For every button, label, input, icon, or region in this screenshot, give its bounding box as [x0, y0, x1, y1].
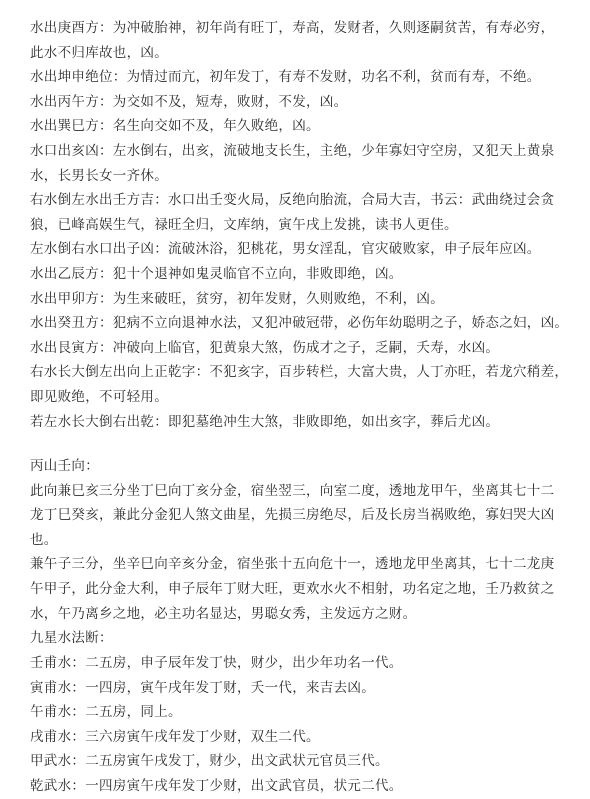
text-line: 水，午乃离乡之地，必主功名显达，男聪女秀，主发远方之财。	[30, 605, 417, 622]
text-line: 水出艮寅方：冲破向上临官，犯黄泉大煞，伤成才之子，乏嗣，夭寿，水凶。	[30, 339, 500, 356]
text-line: 寅甫水：一四房，寅午戌年发丁财，夭一代，来吉去凶。	[30, 679, 375, 696]
text-line: 右水长大倒左出向上正乾字：不犯亥字，百步转栏，大富大贵，人丁亦旺，若龙穴稍差，	[30, 364, 569, 381]
text-line: 此向兼巳亥三分坐丁巳向丁亥分金，宿坐翌三，向室二度，透地龙甲午，坐离其七十二	[30, 482, 555, 499]
text-line: 壬甫水：二五房，申子辰年发丁快，财少，出少年功名一代。	[30, 655, 403, 671]
text-line: 水出乙辰方：犯十个退神如鬼灵临官不立向，非败即绝，凶。	[30, 265, 403, 282]
text-line: 左水倒右水口出子凶：流破沐浴，犯桃花，男女淫乱，官灾破败家，申子辰年应凶。	[30, 241, 541, 258]
section-nine-star-water	[30, 651, 575, 799]
section-water-outlets	[30, 16, 575, 434]
text-line: 水，长男长女一齐休。	[30, 167, 168, 184]
text-line: 也。	[30, 531, 58, 548]
text-line: 水出坤申绝位：为情过而亢，初年发丁，有寿不发财，功名不利，贫而有寿，不绝。	[30, 69, 541, 86]
text-line: 即见败绝，不可轻用。	[30, 388, 168, 405]
text-line: 此水不归库故也，凶。	[30, 44, 168, 61]
text-line: 九星水法断：	[30, 630, 113, 647]
text-line: 若左水长大倒右出乾：即犯墓绝冲生大煞，非败即绝，如出亥字，葬后尤凶。	[30, 413, 500, 430]
text-line: 水出巽巳方：名生向交如不及，年久败绝，凶。	[30, 118, 320, 135]
text-line: 水出甲卯方：为生来破旺，贫穷，初年发财，久则败绝，不利，凶。	[30, 290, 444, 307]
text-line: 兼午子三分，坐辛巳向辛亥分金，宿坐张十五向危十一，透地龙甲坐离其，七十二龙庚	[30, 556, 555, 573]
text-line: 右水倒左水出壬方吉：水口出壬变火局，反绝向胎流，合局大吉，书云：武曲绕过会贪	[30, 192, 555, 209]
text-line: 午甲子，此分金大利，申子辰年丁财大旺，更欢水火不相射，功名定之地，壬乃救贫之	[30, 580, 555, 597]
text-line: 狼，已峰高娱生气，禄旺全归，文库纳，寅午戌上发挑，读书人更佳。	[30, 216, 458, 233]
text-line: 丙山壬向：	[30, 458, 99, 474]
text-line: 水口出亥凶：左水倒右，出亥，流破地支长生，主绝，少年寡妇守空房，又犯天上黄泉	[30, 142, 555, 159]
text-line: 水出庚酉方：为冲破胎神，初年尚有旺丁，寿高，发财者，久则逐嗣贫苦，有寿必穷，	[30, 20, 555, 36]
text-line: 乾武水：一四房寅午戌年发丁少财，出文武官员，状元二代。	[30, 777, 403, 794]
text-line: 午甫水：二五房，同上。	[30, 704, 182, 721]
text-line: 水出癸丑方：犯病不立向退神水法，又犯冲破冠带，必伤年幼聪明之子，娇态之妇，凶。	[30, 315, 569, 332]
text-line: 龙丁巳癸亥，兼此分金犯人煞文曲星，先损三房绝尽，后及长房当祸败绝，寡妇哭大凶	[30, 507, 555, 524]
text-line: 戌甫水：三六房寅午戌年发丁少财，双生二代。	[30, 728, 320, 745]
text-line: 甲武水：二五房寅午戌发丁，财少，出文武状元官员三代。	[30, 753, 389, 770]
text-line: 水出丙午方：为交如不及，短寿，败财，不发，凶。	[30, 93, 348, 110]
section-bing-shan-ren-xiang	[30, 454, 575, 651]
